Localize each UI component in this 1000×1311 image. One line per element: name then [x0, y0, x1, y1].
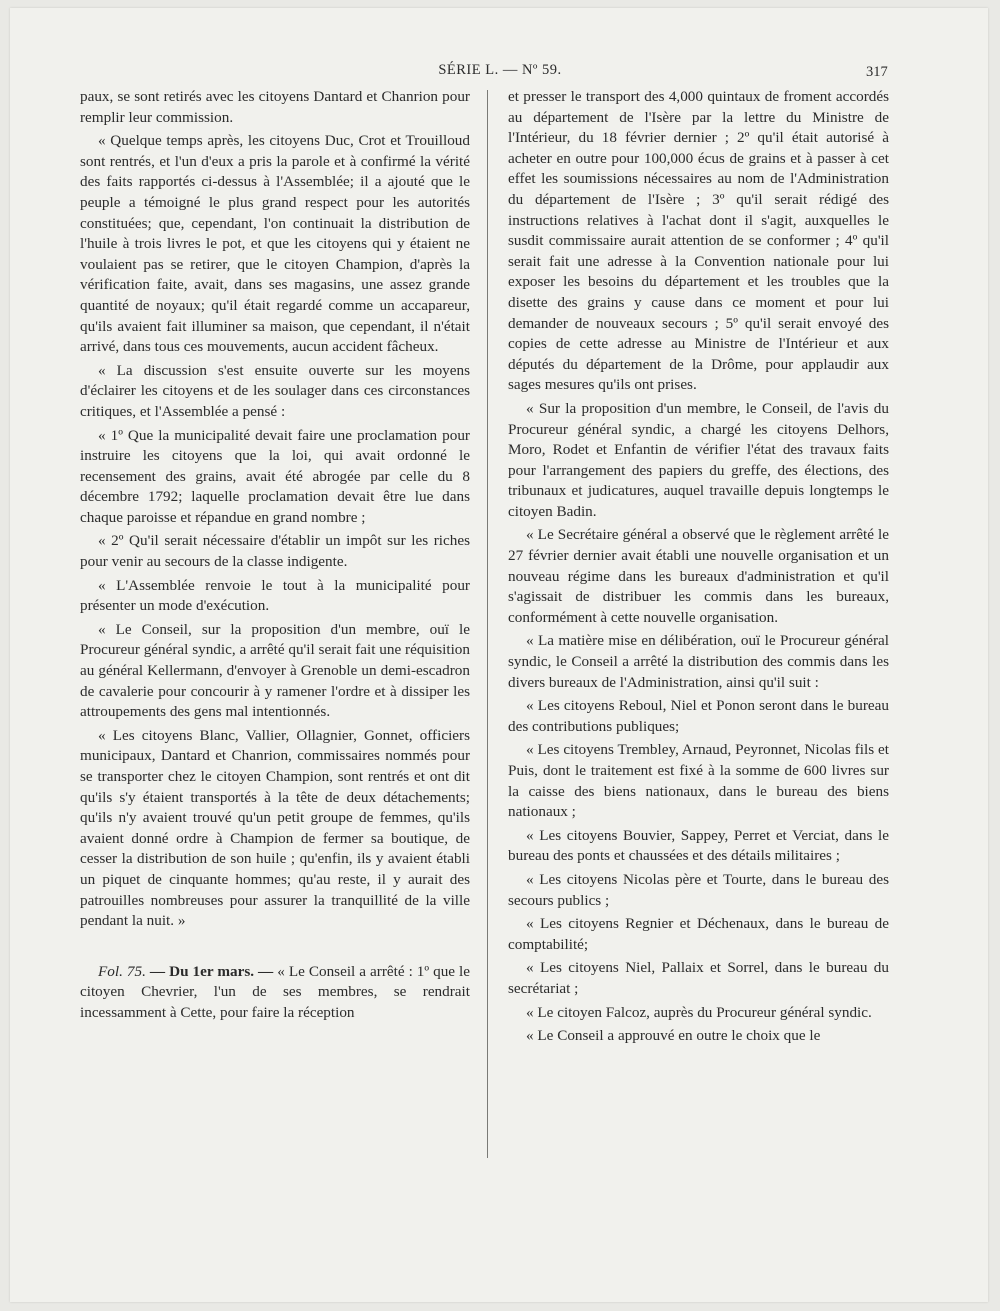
page-number: 317	[866, 64, 888, 80]
paragraph: « Les citoyens Regnier et Déchenaux, dans le bureau de comptabilité;	[508, 915, 889, 953]
paragraph: « 2º Qu'il serait nécessaire d'établir un impôt sur les riches pour venir au secours de la classe indigente.	[80, 532, 470, 571]
paragraph: « Le Secrétaire général a observé que le règlement arrêté le 27 février dernier avait établi une nouvelle organisation et un nouveau régime dans les bureaux d'administration et qu'il s'agissait de distribuer les commis dans les bureaux, conformément à cette nouvelle organisation.	[508, 526, 889, 626]
paragraph: « La matière mise en délibération, ouï le Procureur général syndic, le Conseil a arrêté la distribution des commis dans les divers bureaux de l'Administration, ainsi qu'il suit :	[508, 632, 889, 691]
paragraph: « Le Conseil a approuvé en outre le choix que le	[526, 1027, 821, 1045]
paragraph: « Les citoyens Bouvier, Sappey, Perret et Verciat, dans le bureau des ponts et chaussées et des détails militaires ;	[508, 826, 889, 865]
folio-entry	[80, 962, 470, 1024]
paragraph: « Les citoyens Reboul, Niel et Ponon seront dans le bureau des contributions publiques;	[508, 697, 889, 735]
paragraph: paux, se sont retirés avec les citoyens Dantard et Chanrion pour remplir leur commission.	[80, 88, 470, 126]
right-column	[508, 87, 889, 1050]
paragraph: et presser le transport des 4,000 quintaux de froment accordés au département de l'Isère par la lettre du Ministre de l'Intérieur, du 18 février dernier ; 2º qu'il était autorisé à acheter en outre pour 100,000 écus de grains et à passer à cet effet les soumissions nécessaires au nom de l'Administration du département de l'Isère ; 3º qu'il serait rédigé des instructions relatives à l'achat dont il s'agit, auxquelles le susdit commissaire aurait attention de se conformer ; 4º qu'il serait fait une adresse à la Convention nationale pour lui exposer les besoins du département et les troubles que la disette des grains y cause dans ce moment et pour lui demander de nouveaux secours ; 5º qu'il serait envoyé des copies de cette adresse au Ministre de l'Intérieur et aux députés du département de la Drôme, pour applaudir aux sages mesures qu'ils ont prises.	[508, 88, 889, 394]
column-divider	[487, 90, 488, 1158]
paragraph: « Le Conseil, sur la proposition d'un membre, ouï le Procureur général syndic, a arrêté qu'il serait fait une réquisition au général Kellermann, d'envoyer à Grenoble un demi-escadron de cavalerie pour concourir à y ramener l'ordre et à dissiper les attroupements des gens mal intentionnés.	[80, 620, 470, 721]
paragraph: « Les citoyens Nicolas père et Tourte, dans le bureau des secours publics ;	[508, 870, 889, 909]
folio-text: « Le Conseil a arrêté : 1º que le citoyen Chevrier, l'un de ses membres, se rendrait incessamment à Cette, pour faire la réception	[80, 962, 471, 1021]
paragraph: « Les citoyens Blanc, Vallier, Ollagnier, Gonnet, officiers municipaux, Dantard et Chanrion, commissaires nommés pour se transporter chez le citoyen Champion, sont rentrés et ont dit qu'ils s'y étaient transportés à la tête de deux détachements; qu'ils n'y avaient trouvé qu'un petit groupe de femmes, qu'ils avaient donné ordre à Champion de fermer sa boutique, de cesser la distribution de son huile ; qu'enfin, ils y avaient établi un piquet de cinquante hommes; qu'au reste, il y aurait des patrouilles nombreuses pour assurer la tranquillité de la ville pendant la nuit. »	[80, 726, 470, 930]
left-column	[80, 87, 470, 1027]
paragraph: « Le citoyen Falcoz, auprès du Procureur général syndic.	[526, 1003, 872, 1021]
paragraph: « L'Assemblée renvoie le tout à la municipalité pour présenter un mode d'exécution.	[80, 576, 470, 615]
paragraph: « Sur la proposition d'un membre, le Conseil, de l'avis du Procureur général syndic, a chargé les citoyens Delhors, Moro, Rodet et Enfantin de vérifier l'état des travaux faits pour l'arrangement des papiers du greffe, des élections, des tribunaux et judicatures, auquel travaille depuis longtemps le citoyen Badin.	[508, 399, 889, 520]
paragraph: « 1º Que la municipalité devait faire une proclamation pour instruire les citoyens que la loi, qui avait ordonné le recensement des grains, avait été abrogée par celle du 8 décembre 1792; laquelle proclamation devait être lue dans chaque paroisse et répandue en grand nombre ;	[80, 426, 470, 526]
paragraph: « Les citoyens Trembley, Arnaud, Peyronnet, Nicolas fils et Puis, dont le traitement est fixé à la somme de 600 livres sur la caisse des biens nationaux, dans le bureau des biens nationaux ;	[508, 741, 889, 821]
paragraph: « Les citoyens Niel, Pallaix et Sorrel, dans le bureau du secrétariat ;	[508, 959, 889, 997]
running-header: SÉRIE L. — Nº 59.	[438, 62, 562, 78]
paragraph: « Quelque temps après, les citoyens Duc, Crot et Trouilloud sont rentrés, et l'un d'eux a pris la parole et à confirmé la vérité des faits rapportés ci-dessus à l'Assemblée; il a ajouté que le peuple a témoigné le plus grand respect pour les autorités constituées; que, cependant, l'on continuait la distribution de l'huile à trois livres le pot, et que les citoyens qui y étaient ne voulaient pas se retirer, que le citoyen Champion, d'après la vérification faite, avait, dans ses magasins, une assez grande quantité de noyaux; qu'il était regardé comme un accapareur, qu'ils avaient fait illuminer sa maison, que cependant, il n'était arrivé, dans tous ces mouvements, aucun accident fâcheux.	[80, 132, 470, 356]
folio-date: — Du 1er mars. —	[149, 962, 274, 980]
paragraph: « La discussion s'est ensuite ouverte sur les moyens d'éclairer les citoyens et de les soulager dans ces circonstances critiques, et l'Assemblée a pensé :	[80, 361, 470, 420]
folio-reference: Fol. 75.	[98, 962, 146, 980]
